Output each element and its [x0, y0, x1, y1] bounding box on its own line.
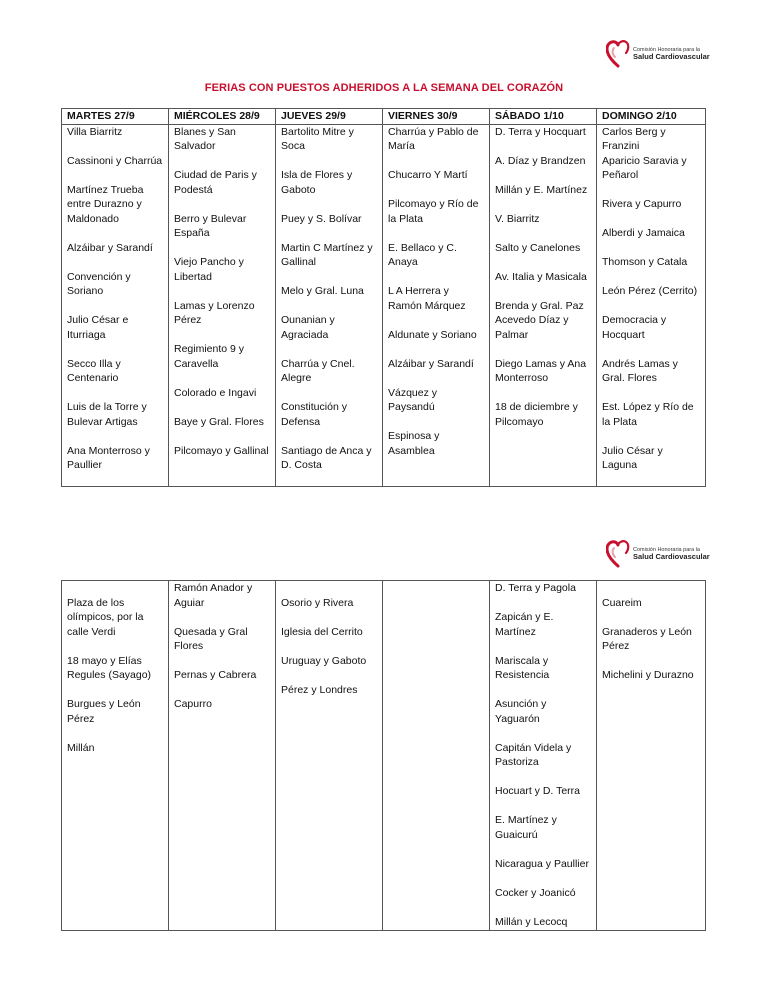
- list-item: Cuareim: [602, 596, 642, 609]
- list-item: Alzáibar y Sarandí: [67, 241, 153, 254]
- cell-miercoles: [169, 581, 276, 931]
- list-item: León Pérez (Cerrito): [602, 285, 698, 297]
- cell-domingo: [597, 124, 706, 486]
- list-item: Secco Illa y Centenario: [67, 357, 121, 384]
- list-item: Blanes y San Salvador: [174, 125, 236, 152]
- cell-domingo: [597, 581, 706, 931]
- heart-logo-icon: [606, 40, 630, 68]
- logo-line-2: Salud Cardiovascular: [633, 51, 710, 61]
- list-item: Rivera y Capurro: [602, 198, 682, 210]
- list-item: Capurro: [174, 698, 212, 710]
- cell-miercoles: [169, 124, 276, 486]
- list-item: Capitán Videla y Pastoriza: [495, 741, 572, 768]
- list-item: Isla de Flores y Gaboto: [281, 169, 353, 196]
- list-item: Pérez y Londres: [281, 683, 358, 696]
- list-item: Espinosa y Asamblea: [388, 430, 440, 457]
- list-item: Democracia y Hocquart: [602, 314, 667, 341]
- list-item: Andrés Lamas y Gral. Flores: [602, 357, 678, 384]
- list-item: Chucarro Y Martí: [388, 169, 468, 181]
- list-item: V. Biarritz: [495, 212, 540, 225]
- list-item: Millán: [67, 741, 95, 754]
- fairs-table-page-2: [61, 580, 706, 931]
- list-item: Baye y Gral. Flores: [174, 415, 264, 428]
- list-item: Quesada y Gral Flores: [174, 625, 248, 652]
- list-item: Lamas y Lorenzo Pérez: [174, 299, 255, 326]
- list-item: Bartolito Mitre y Soca: [281, 125, 354, 152]
- list-item: Salto y Canelones: [495, 241, 581, 254]
- fairs-table-page-1: [61, 108, 706, 487]
- list-item: Carlos Berg y Franzini: [602, 125, 666, 152]
- logo: [606, 540, 710, 568]
- list-item: Cassinoni y Charrúa: [67, 154, 163, 167]
- header-miercoles: MIÉRCOLES 28/9: [169, 109, 276, 125]
- list-item: 18 mayo y Elías Regules (Sayago): [67, 654, 152, 681]
- list-item: Uruguay y Gaboto: [281, 654, 367, 667]
- list-item: Constitución y Defensa: [281, 401, 347, 428]
- list-item: Millán y E. Martínez: [495, 183, 588, 196]
- table-header-row: [62, 109, 706, 125]
- list-item: Osorio y Rivera: [281, 596, 354, 609]
- list-item: Viejo Pancho y Libertad: [174, 256, 244, 283]
- cell-jueves: [276, 581, 383, 931]
- list-item: Alberdi y Jamaica: [602, 227, 685, 239]
- list-item: Cocker y Joanicó: [495, 886, 576, 899]
- list-item: Julio César y Laguna: [602, 444, 663, 471]
- list-item: Diego Lamas y Ana Monterroso: [495, 357, 587, 384]
- table-row: [62, 581, 706, 931]
- list-item: Regimiento 9 y Caravella: [174, 343, 245, 370]
- heart-logo-icon: [606, 540, 630, 568]
- list-item: Charrúa y Cnel. Alegre: [281, 357, 355, 384]
- cell-sabado: [490, 581, 597, 931]
- list-item: Burgues y León Pérez: [67, 698, 141, 725]
- list-item: Aparicio Saravia y Peñarol: [602, 154, 687, 181]
- list-item: Est. López y Río de la Plata: [602, 401, 694, 428]
- cell-martes: [62, 581, 169, 931]
- list-item: Charrúa y Pablo de María: [388, 125, 479, 152]
- cell-sabado: [490, 124, 597, 486]
- header-sabado: SÁBADO 1/10: [490, 109, 597, 125]
- logo: [606, 40, 710, 68]
- list-item: Iglesia del Cerrito: [281, 625, 363, 638]
- list-item: Pilcomayo y Río de la Plata: [388, 198, 479, 225]
- list-item: E. Bellaco y C. Anaya: [388, 241, 457, 268]
- list-item: Acevedo Díaz y Palmar: [495, 314, 569, 341]
- list-item: Melo y Gral. Luna: [281, 285, 364, 297]
- list-item: Ramón Anador y Aguiar: [174, 582, 253, 609]
- list-item: Nicaragua y Paullier: [495, 857, 589, 870]
- list-item: Vázquez y Paysandú: [388, 386, 438, 413]
- list-item: Asunción y Yaguarón: [495, 698, 547, 725]
- list-item: Thomson y Catala: [602, 256, 688, 268]
- list-item: Luis de la Torre y Bulevar Artigas: [67, 401, 147, 428]
- list-item: Av. Italia y Masicala: [495, 270, 587, 283]
- list-item: Pilcomayo y Gallinal: [174, 444, 269, 457]
- page-title: FERIAS CON PUESTOS ADHERIDOS A LA SEMANA DEL CORAZÓN: [204, 82, 564, 94]
- cell-martes: [62, 124, 169, 486]
- list-item: Julio César e Iturriaga: [67, 314, 129, 341]
- list-item: A. Díaz y Brandzen: [495, 154, 586, 167]
- list-item: Alzáibar y Sarandí: [388, 357, 474, 370]
- list-item: Hocuart y D. Terra: [495, 785, 580, 797]
- cell-viernes: [383, 581, 490, 931]
- cell-jueves: [276, 124, 383, 486]
- list-item: Berro y Bulevar España: [174, 212, 247, 239]
- header-jueves: JUEVES 29/9: [276, 109, 383, 125]
- list-item: Convención y Soriano: [67, 270, 131, 297]
- table-row: [62, 124, 706, 486]
- list-item: Pernas y Cabrera: [174, 669, 257, 681]
- list-item: 18 de diciembre y Pilcomayo: [495, 401, 578, 428]
- list-item: Martin C Martínez y Gallinal: [281, 241, 373, 268]
- header-viernes: VIERNES 30/9: [383, 109, 490, 125]
- list-item: Zapicán y E. Martínez: [495, 611, 554, 638]
- list-item: Granaderos y León Pérez: [602, 625, 692, 652]
- list-item: D. Terra y Pagola: [495, 582, 576, 594]
- header-domingo: DOMINGO 2/10: [597, 109, 706, 125]
- cell-viernes: [383, 124, 490, 486]
- list-item: Aldunate y Soriano: [388, 328, 477, 341]
- list-item: Ana Monterroso y Paullier: [67, 444, 150, 471]
- list-item: Puey y S. Bolívar: [281, 212, 362, 225]
- list-item: Mariscala y Resistencia: [495, 654, 550, 681]
- logo-line-1: Comisión Honoraria para la: [633, 546, 700, 553]
- list-item: Ounanian y Agraciada: [281, 314, 335, 341]
- header-martes: MARTES 27/9: [62, 109, 169, 125]
- list-item: Santiago de Anca y D. Costa: [281, 444, 372, 471]
- list-item: Villa Biarritz: [67, 125, 123, 138]
- list-item: E. Martínez y Guaicurú: [495, 814, 557, 841]
- list-item: Martínez Trueba entre Durazno y Maldonado: [67, 183, 144, 225]
- list-item: L A Herrera y Ramón Márquez: [388, 285, 466, 312]
- list-item: Ciudad de Paris y Podestá: [174, 169, 257, 196]
- list-item: Plaza de los olímpicos, por la calle Verdi: [67, 596, 144, 638]
- logo-line-1: Comisión Honoraria para la: [633, 46, 700, 53]
- list-item: Colorado e Ingavi: [174, 386, 257, 399]
- list-item: Michelini y Durazno: [602, 669, 694, 681]
- list-item: Brenda y Gral. Paz: [495, 299, 584, 312]
- list-item: Millán y Lecocq: [495, 915, 568, 928]
- list-item: D. Terra y Hocquart: [495, 125, 586, 138]
- logo-line-2: Salud Cardiovascular: [633, 551, 710, 561]
